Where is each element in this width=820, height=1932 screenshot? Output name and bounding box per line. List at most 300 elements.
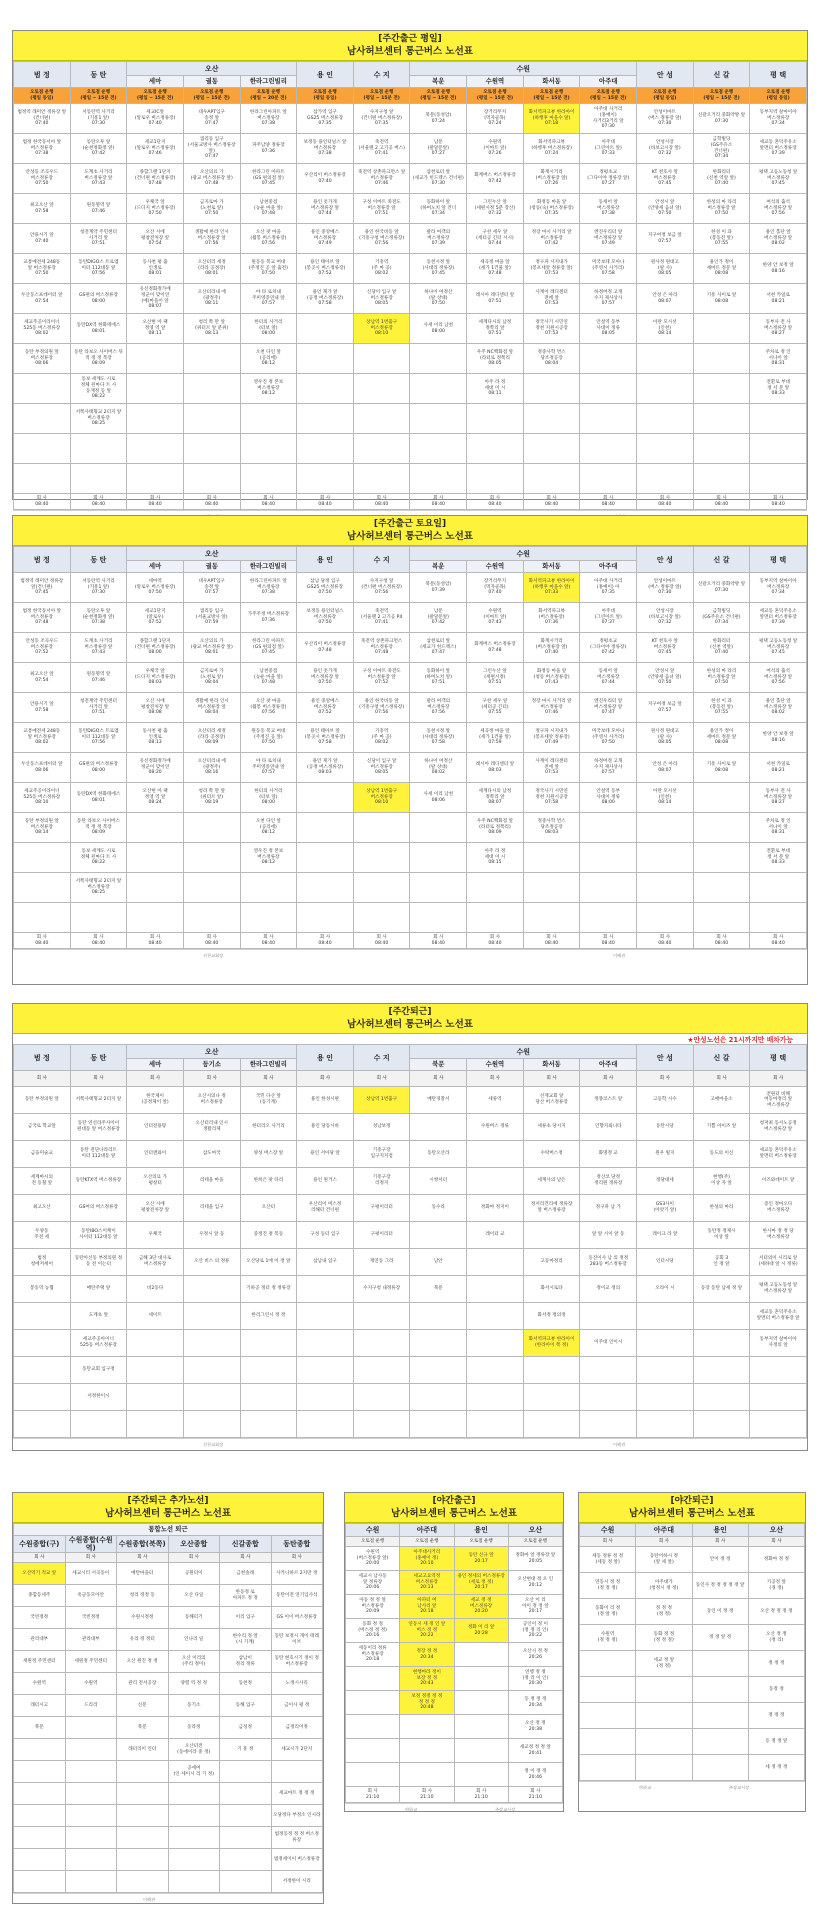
stop-cell — [410, 1222, 467, 1249]
stop-cell: 두산동스프데이터 앞 08:06 — [14, 753, 71, 783]
stop-cell: 재연동 그라 — [353, 1249, 410, 1276]
stop-cell: 수지구청 앞 (건너편 버스정류장) 07:35 — [353, 104, 410, 134]
night-return-title-tag: [야간퇴근] — [670, 1496, 714, 1506]
stop-cell — [240, 404, 297, 434]
stop-cell — [580, 1303, 637, 1330]
route-header: 아주대 — [400, 1524, 454, 1537]
stop-cell: 동탄오투 앞 (순천정화정 앞) 07:38 — [70, 603, 127, 633]
stop-cell: 금학빌딩 (GS주유소 건너편) 07:34 — [693, 134, 750, 164]
stop-cell: 죽전역 상촌파크면스 버스정류장 07:48 — [353, 633, 410, 663]
stop-cell: 사세 이리 남천 08:00 — [410, 314, 467, 344]
stop-cell: 금천솔래 — [220, 1563, 272, 1585]
stop-cell: 화서역파크뷰 한라아이 (하행후 마을수 앞) 07:33 — [523, 573, 580, 603]
schedule-note-cell: 회 사 — [467, 1071, 524, 1087]
stop-cell — [14, 1871, 66, 1893]
stop-cell: 동해 입구 — [220, 1695, 272, 1717]
stop-cell — [637, 813, 694, 843]
schedule-note-cell: 오토점 운행 — [346, 1537, 400, 1547]
stop-cell: 한라그린 아파트 (GS 편의점 앞) 07:45 — [240, 164, 297, 194]
stop-cell — [353, 1330, 410, 1357]
route-header: 오산 — [748, 1524, 804, 1537]
stop-cell — [637, 464, 694, 494]
region-header: 수 지 — [353, 547, 410, 573]
stop-cell — [297, 783, 354, 813]
arrival-cell: 회 사 08:40 — [467, 494, 524, 510]
stop-cell — [297, 1276, 354, 1303]
stop-cell: 동탄KTX역 버스정류장 — [70, 1168, 127, 1195]
stop-cell: 정이교 정의 — [580, 1276, 637, 1303]
stop-cell — [183, 344, 240, 374]
stop-row — [14, 1783, 323, 1805]
stop-cell: 세교IC앞 (알로우 버스정류장) 07:40 — [127, 104, 184, 134]
stop-cell: 한성의 마 라리 버스정류장 앞 07:50 — [693, 663, 750, 693]
stop-cell: 보정 정정 정 정 정 정 정 20:48 — [400, 1691, 454, 1715]
stop-cell: 동 정 정 앞 — [748, 1729, 804, 1755]
stop-cell: 이즈와데이트 앞 — [750, 1168, 807, 1195]
stop-cell — [117, 1783, 169, 1805]
stop-cell: 하정여정 고개 수지 제사상사 07:57 — [580, 284, 637, 314]
stop-cell — [693, 1411, 750, 1438]
stop-cell: 동부사 전 사 버스정류장 앞 08:27 — [750, 314, 807, 344]
stop-cell: 엔진우리터 앞 버스정류장 앞 07:47 — [580, 693, 637, 723]
stop-row — [14, 1384, 807, 1411]
stop-cell: 양성 버스장 앞 — [240, 1141, 297, 1168]
stop-cell: 세 정 정 정 — [748, 1755, 804, 1781]
stop-cell: 동탄아신동 부정의원 정 동 전 이는터 — [70, 1249, 127, 1276]
stop-cell: 정 정 정 — [748, 1651, 804, 1677]
stop-cell — [693, 873, 750, 903]
route-header: 동탄종합 — [271, 1536, 323, 1553]
stop-cell: 동사천 평 출 인생로 08:13 — [127, 723, 184, 753]
stop-row — [14, 1739, 323, 1761]
stop-cell: 공인이 정 이 (정 정 리 인) 20:22 — [508, 1619, 562, 1643]
stop-cell — [168, 1849, 220, 1871]
stop-cell: 오산 비스 의 정류 — [183, 1249, 240, 1276]
stop-cell — [693, 374, 750, 404]
arrival-cell: 회 사 08:40 — [14, 494, 71, 510]
stop-cell — [692, 1651, 748, 1677]
stop-cell — [637, 873, 694, 903]
stop-cell: 북문(동성암) 07:24 — [410, 104, 467, 134]
sub-area-header: 세마 — [127, 76, 184, 88]
stop-cell: 용인 중앙예스 버스정류장 07:49 — [297, 224, 354, 254]
stop-cell: 수원역 (정 정 정) — [580, 1625, 636, 1651]
stop-cell: 범정세이이 버스정류장 — [271, 1849, 323, 1871]
stop-cell — [346, 1667, 400, 1691]
stop-cell: 안성시 앞 (안양세 음녀 앞) 07:50 — [637, 194, 694, 224]
stop-cell — [14, 1739, 66, 1761]
schedule-note-cell: 회 사 — [748, 1537, 804, 1547]
stop-row — [14, 1629, 323, 1651]
stop-cell — [168, 1783, 220, 1805]
stop-cell: 한라그린 아파트 (GS 편의점 앞) 07:45 — [240, 633, 297, 663]
stop-cell — [580, 434, 637, 464]
stop-cell: 금지로마 가 (노천로 앞) 08:04 — [183, 663, 240, 693]
stop-cell — [220, 1805, 272, 1827]
stop-cell: 주차로 정 인 서나이 앞 08:31 — [750, 813, 807, 843]
stop-cell — [467, 1276, 524, 1303]
region-header: 동 탄 — [70, 1045, 127, 1071]
stop-row — [346, 1667, 563, 1691]
region-header: 동 탄 — [70, 62, 127, 88]
stop-cell: 북문 — [117, 1717, 169, 1739]
stop-cell: 미국보테 모아나 (주영시 사거리) 07:50 — [580, 723, 637, 753]
stop-cell — [523, 404, 580, 434]
stop-cell: 기흥구장 리정지 — [353, 1168, 410, 1195]
stop-cell — [580, 1677, 636, 1703]
stop-row — [14, 1585, 323, 1607]
stop-cell: 인터전용탕 — [127, 1114, 184, 1141]
stop-cell — [637, 434, 694, 464]
stop-cell: 국빈정정 — [65, 1607, 117, 1629]
stop-cell: 수지구청 내정류장 — [353, 1276, 410, 1303]
stop-cell: 동인 이 정 정 — [692, 1599, 748, 1625]
stop-cell: 오산 다일 — [168, 1585, 220, 1607]
stop-cell: 동기소 — [168, 1695, 220, 1717]
stop-cell — [168, 1805, 220, 1827]
stop-cell: 매탄주택 앞 — [70, 1276, 127, 1303]
schedule-note-cell: 오토점 운행 (평일 ~ 15분 전) — [580, 88, 637, 104]
stop-cell: 금해 3단 대사로 버스정류장 — [127, 1249, 184, 1276]
stop-cell: 서천 카일로 08:21 — [750, 284, 807, 314]
arrival-cell: 회 사 21:10 — [346, 1787, 400, 1803]
stop-cell: 정장 마시 사거리 앞 버스정류장 07:46 — [523, 693, 580, 723]
weekday-title — [13, 31, 807, 61]
stop-cell — [692, 1703, 748, 1729]
stop-cell: 오산터리내 에 (광정주) 08:16 — [183, 753, 240, 783]
stop-cell — [467, 464, 524, 494]
stop-cell: 서동탄역 사거리 (기흥1 앞) 07:30 — [70, 104, 127, 134]
stop-cell: 종합그랜 1단지 (건너편 버스정류장) 08:00 — [127, 633, 184, 663]
schedule-note-cell: 회 사 — [580, 1071, 637, 1087]
stop-cell: 우산리이 버스정류장 07:48 — [297, 633, 354, 663]
stop-row — [14, 374, 807, 404]
stop-cell: 정산코 당정 정리원 정류장 — [580, 1168, 637, 1195]
arrival-cell: 회 사 08:40 — [353, 494, 410, 510]
stop-cell: 화정동 마을 앞 (청동 버스정류장) 07:43 — [523, 663, 580, 693]
stop-cell: 인향지외니타 — [580, 1114, 637, 1141]
stop-cell: 리테을 입구 — [183, 1195, 240, 1222]
stop-cell: GS3사이 (아앗기 앞) — [637, 1195, 694, 1222]
stop-cell — [693, 434, 750, 464]
stop-cell: 동천시정 앞 (사대리 정류장) 07:45 — [410, 254, 467, 284]
stop-row — [346, 1619, 563, 1643]
stop-cell — [580, 344, 637, 374]
stop-cell: 래터리이 인터 — [117, 1739, 169, 1761]
stop-cell: 종합그랜 1단지 (건너편 버스정류장) 07:48 — [127, 164, 184, 194]
stop-cell — [65, 1805, 117, 1827]
stop-cell — [580, 813, 637, 843]
stop-row — [14, 1168, 807, 1195]
stop-cell: 아란 모시선 (인천) 08:14 — [637, 314, 694, 344]
stop-row — [346, 1571, 563, 1595]
stop-row — [14, 134, 807, 164]
stop-row — [14, 1411, 807, 1438]
schedule-note-cell: 회 사 — [636, 1537, 692, 1547]
stop-cell: 아주대 (그린아트 앞) 07:33 — [580, 134, 637, 164]
stop-cell — [297, 1384, 354, 1411]
stop-row — [14, 603, 807, 633]
stop-cell: 아주 라 정 세대 이 시 08:11 — [467, 374, 524, 404]
stop-cell: 한화리터 (신천 역앞) 07:40 — [693, 633, 750, 663]
stop-cell — [14, 1384, 71, 1411]
stop-cell: 화명정 교 — [580, 1141, 637, 1168]
stop-cell: 아주 라 정 세대 이 시 08:15 — [467, 843, 524, 873]
stop-cell: 세교주공이라이너 525동 버스정류장 08:10 — [14, 783, 71, 813]
schedule-note-cell: 회 사 — [523, 1071, 580, 1087]
stop-cell: 오천 다인 앞 (공리에) 08:12 — [240, 813, 297, 843]
stop-cell: 동탄DX역 한화테에스 08:01 — [70, 783, 127, 813]
stop-cell: 두양동 주전 세 — [14, 1222, 71, 1249]
stop-cell — [580, 1651, 636, 1677]
stop-cell — [297, 1330, 354, 1357]
stop-cell: 현행마라 정이 보장 정 정 20:43 — [400, 1667, 454, 1691]
stop-cell: 금성정 — [220, 1717, 272, 1739]
stop-cell: 세교1단지 (알로우 버스정류장) 07:46 — [127, 134, 184, 164]
stop-cell — [410, 873, 467, 903]
stop-cell — [127, 873, 184, 903]
stop-cell — [410, 434, 467, 464]
stop-cell — [454, 1643, 508, 1667]
saturday-commute-sheet — [12, 515, 808, 985]
stop-cell — [523, 903, 580, 933]
stop-cell: 우정시 앞 동 — [183, 1222, 240, 1249]
stop-cell: 안이 정 정 — [692, 1547, 748, 1573]
stop-cell — [297, 843, 354, 873]
stop-cell: 안성동 조곡우드 버스정류장 07:52 — [14, 633, 71, 663]
stop-cell: 화서정 정의정 — [523, 1303, 580, 1330]
stop-cell — [240, 464, 297, 494]
stop-cell: 안성시장 (바보고시장 앞) 07:32 — [637, 603, 694, 633]
arrival-cell: 회 사 08:40 — [580, 933, 637, 949]
stop-row — [14, 1673, 323, 1695]
stop-cell: 정장 마시 사거리 앞 버스정류장 07:42 — [523, 224, 580, 254]
stop-cell — [127, 1357, 184, 1384]
stop-cell — [693, 843, 750, 873]
stop-row — [14, 753, 807, 783]
stop-cell — [693, 314, 750, 344]
night-return-table — [579, 1523, 805, 1781]
stop-cell — [637, 843, 694, 873]
saturday-note-right: 이해관 — [613, 953, 626, 958]
stop-cell — [127, 344, 184, 374]
stop-cell — [346, 1691, 400, 1715]
night-commute-footer-notes — [345, 1803, 563, 1815]
stop-cell: 우산리이 버스정류장 07:40 — [297, 164, 354, 194]
stop-cell: 동진이사 남 의 정정 283동 버스정류장 — [580, 1249, 637, 1276]
stop-row — [580, 1573, 805, 1599]
stop-cell: 평택 고등노동청 앞 버스정류장 07:45 — [750, 164, 807, 194]
stop-cell — [693, 783, 750, 813]
stop-cell: 한리그린시 정 정 — [240, 1303, 297, 1330]
stop-cell — [183, 1384, 240, 1411]
stop-cell — [240, 1330, 297, 1357]
stop-cell — [14, 843, 71, 873]
stop-cell: 동탄 연선라주사이이 편대동 앞 버스정류장 — [70, 1114, 127, 1141]
stop-cell: 세교1단지 (알로우) 07:52 — [127, 603, 184, 633]
stop-cell — [523, 464, 580, 494]
stop-cell — [70, 464, 127, 494]
extra-note-left: 이해관 — [143, 1897, 156, 1902]
stop-cell: 죽전역 (서울랜 2 고기공 버스) 07:41 — [353, 134, 410, 164]
stop-cell: 오라이 시 — [637, 1276, 694, 1303]
stop-cell: 관리대부 — [14, 1629, 66, 1651]
stop-cell: 원동동 복교 여대 (주정진 공 앞) 07:50 — [240, 723, 297, 753]
stop-cell: 증인 정마오다 버스정류장 — [750, 1195, 807, 1222]
schedule-note-cell: 오토점 운행 — [454, 1537, 508, 1547]
stop-cell — [580, 1411, 637, 1438]
stop-cell — [580, 404, 637, 434]
stop-cell: 용인 정세의 버스정류장 (세로 정 정) 20:17 — [454, 1571, 508, 1595]
stop-cell: 동탄 신규 앞 20:17 — [454, 1547, 508, 1571]
stop-cell: 금국로 학교앞 — [14, 1114, 71, 1141]
stop-cell — [14, 1303, 71, 1330]
stop-cell: 오산 정 정 정 정 — [748, 1599, 804, 1625]
stop-cell: 범정역 래미안 정류장 앞(건너편) 07:40 — [14, 104, 71, 134]
stop-cell — [127, 1384, 184, 1411]
stop-row — [580, 1703, 805, 1729]
stop-cell — [70, 434, 127, 464]
stop-cell: GS 이이 버스정류장 — [271, 1607, 323, 1629]
arrival-cell: 회 사 08:40 — [637, 933, 694, 949]
stop-cell: 상남역 1번출구 버스정류장 08:10 — [353, 783, 410, 813]
stop-cell — [454, 1715, 508, 1739]
stop-cell: 동정 정 — [748, 1677, 804, 1703]
stop-cell: 정몽코스트 앞 — [580, 1087, 637, 1114]
stop-cell: 남문 (팔달문앞) 07:27 — [410, 134, 467, 164]
region-header: 신 갈 — [693, 547, 750, 573]
stop-cell: 구성 동터 입구 — [297, 1222, 354, 1249]
stop-cell: 서동탄역 사거리 (기흥1 앞) 07:30 — [70, 573, 127, 603]
schedule-note-cell: 오토점 운행 (평일 동일) — [637, 88, 694, 104]
weekday-return-sheet — [12, 1003, 808, 1451]
schedule-note-cell: 회 사 — [410, 1071, 467, 1087]
return-title-tag: [주간퇴근] — [388, 1007, 432, 1017]
stop-cell: 화서역파크뷰 (하행후 버스정류장) 07:24 — [523, 134, 580, 164]
arrival-cell: 회 사 08:40 — [523, 933, 580, 949]
stop-cell — [637, 1411, 694, 1438]
stop-row — [14, 1276, 807, 1303]
stop-cell: 동장 동탄 남세 정 앞 — [693, 1276, 750, 1303]
stop-cell — [117, 1761, 169, 1783]
region-header: 용 인 — [297, 62, 354, 88]
schedule-note-cell: 회 사 — [14, 1553, 66, 1563]
stop-cell: 삼천로터 앞 (세교가 힌드렉스) 07:47 — [410, 633, 467, 663]
sub-area-header: 북문 — [410, 1059, 467, 1071]
stop-cell: 신당이 입구 앞 버스정류장 08:05 — [353, 284, 410, 314]
arrival-cell: 회 사 08:40 — [70, 494, 127, 510]
stop-cell — [297, 434, 354, 464]
stop-cell: 구성 이마트 죽전도 버스정류장 앞 07:51 — [353, 194, 410, 224]
stop-cell: 안성 은 아라 08:07 — [637, 284, 694, 314]
stop-cell: 오산 이 리 아이 정 정 앞 20:17 — [508, 1595, 562, 1619]
stop-row — [14, 693, 807, 723]
arrival-cell: 회 사 08:40 — [297, 933, 354, 949]
stop-cell: 노정시사리 — [271, 1673, 323, 1695]
stop-cell: 동도의 이신 — [693, 1141, 750, 1168]
stop-cell: 동부지역 살마이아 버스정류장 07:34 — [750, 573, 807, 603]
stop-cell — [750, 404, 807, 434]
stop-cell — [14, 464, 71, 494]
stop-cell — [183, 1330, 240, 1357]
stop-cell: 동화 정 정 (정 정 정) — [636, 1625, 692, 1651]
stop-cell — [636, 1677, 692, 1703]
stop-cell: 동세어 앞 버스정류장 07:44 — [580, 663, 637, 693]
stop-cell: 동 정 정 정 20:34 — [508, 1691, 562, 1715]
stop-cell — [65, 1849, 117, 1871]
stop-cell: 파주남양 정류장 07:36 — [240, 134, 297, 164]
stop-cell: 삼도마국 — [183, 1141, 240, 1168]
sub-area-header: 수원역 — [467, 1059, 524, 1071]
stop-cell — [750, 873, 807, 903]
route-header: 용인 — [692, 1524, 748, 1537]
stop-cell — [410, 344, 467, 374]
return-note-bar — [13, 1034, 807, 1044]
stop-cell — [580, 1729, 636, 1755]
stop-cell — [183, 464, 240, 494]
stop-cell: 오산터 — [240, 1195, 297, 1222]
stop-cell: 서쪽사태형교 2터지 앞 버스정류장 08:25 — [70, 404, 127, 434]
night-return-title-main: 남사허브센터 통근버스 노선표 — [629, 1508, 755, 1519]
stop-cell — [750, 903, 807, 933]
stop-cell — [353, 903, 410, 933]
stop-cell — [454, 1739, 508, 1763]
stop-cell: 신갈오거리 중화약방 앞 07:30 — [693, 573, 750, 603]
stop-cell: 세동 정류 정 정 (세동 정 앞) — [580, 1547, 636, 1573]
stop-cell: 용인 중앙예스 버스정류장 07:52 — [297, 693, 354, 723]
stop-cell: 동부지역 살마이아 버스정류장 07:34 — [750, 104, 807, 134]
stop-cell: 연동시 세 정 인 앞 버스 정 정 20:22 — [400, 1619, 454, 1643]
stop-cell: 우주 NC백화점 앞 (라터로 정쪽리 08:05 — [467, 344, 524, 374]
stop-cell: 안성시 앞 (안양세 음녀 앞) 07:50 — [637, 663, 694, 693]
stop-cell: 화계시거리 (버스정류장 앞) 07:26 — [523, 164, 580, 194]
saturday-title-tag: [주간출근 토요일] — [373, 519, 447, 529]
stop-cell: 정장 정 정 20:34 — [400, 1643, 454, 1667]
stop-cell — [240, 434, 297, 464]
stop-cell: 기흥구장 입구지지점 — [353, 1141, 410, 1168]
stop-cell: 동탄IBO스이케이 사이터 112대동 앞 — [70, 1222, 127, 1249]
schedule-note-cell: 회 사 — [127, 1071, 184, 1087]
stop-cell: 용인 제가 앞 (공정 버스정류장) 08:03 — [297, 753, 354, 783]
stop-cell — [220, 1871, 272, 1893]
arrival-cell: 회 사 08:40 — [750, 494, 807, 510]
stop-cell — [523, 1357, 580, 1384]
stop-cell: 정중사학 면스 당조정공장 08:03 — [523, 813, 580, 843]
stop-cell: 오산의료 가 평창터 — [127, 1168, 184, 1195]
arrival-cell: 회 사 08:40 — [240, 494, 297, 510]
stop-cell: 세원정 주민센터 — [65, 1651, 117, 1673]
stop-cell: 기하공 정터 정 정류장 — [240, 1276, 297, 1303]
stop-cell: 수원역 (버스정류장 앞) 20:00 — [346, 1547, 400, 1571]
stop-cell: 세계다시의 남정 정쪽리 앞 08:07 — [467, 783, 524, 813]
stop-cell: 성남보정 — [353, 1114, 410, 1141]
stop-cell: 원사정 원대고 (팔 사) 08:05 — [637, 254, 694, 284]
stop-cell: 기흥역 (주 마 공) 08:02 — [353, 723, 410, 753]
region-header: 범 정 — [14, 547, 71, 573]
stop-cell — [580, 873, 637, 903]
stop-cell — [467, 1168, 524, 1195]
stop-cell: 용인 홀단 앞 버스정류장 앞 08:02 — [750, 224, 807, 254]
return-footer-notes — [13, 1438, 807, 1450]
stop-cell: 서쪽사태형교 2터지 앞 버스정류장 08:25 — [70, 873, 127, 903]
schedule-note-cell: 오토점 운행 (평일 동일) — [14, 88, 71, 104]
stop-cell — [346, 1739, 400, 1763]
stop-cell: 정 정 정 (정 정) — [636, 1599, 692, 1625]
stop-cell: 안성시장 (바보고시장 앞) 07:32 — [637, 134, 694, 164]
stop-cell — [127, 813, 184, 843]
stop-row — [14, 254, 807, 284]
stop-cell — [14, 1849, 66, 1871]
